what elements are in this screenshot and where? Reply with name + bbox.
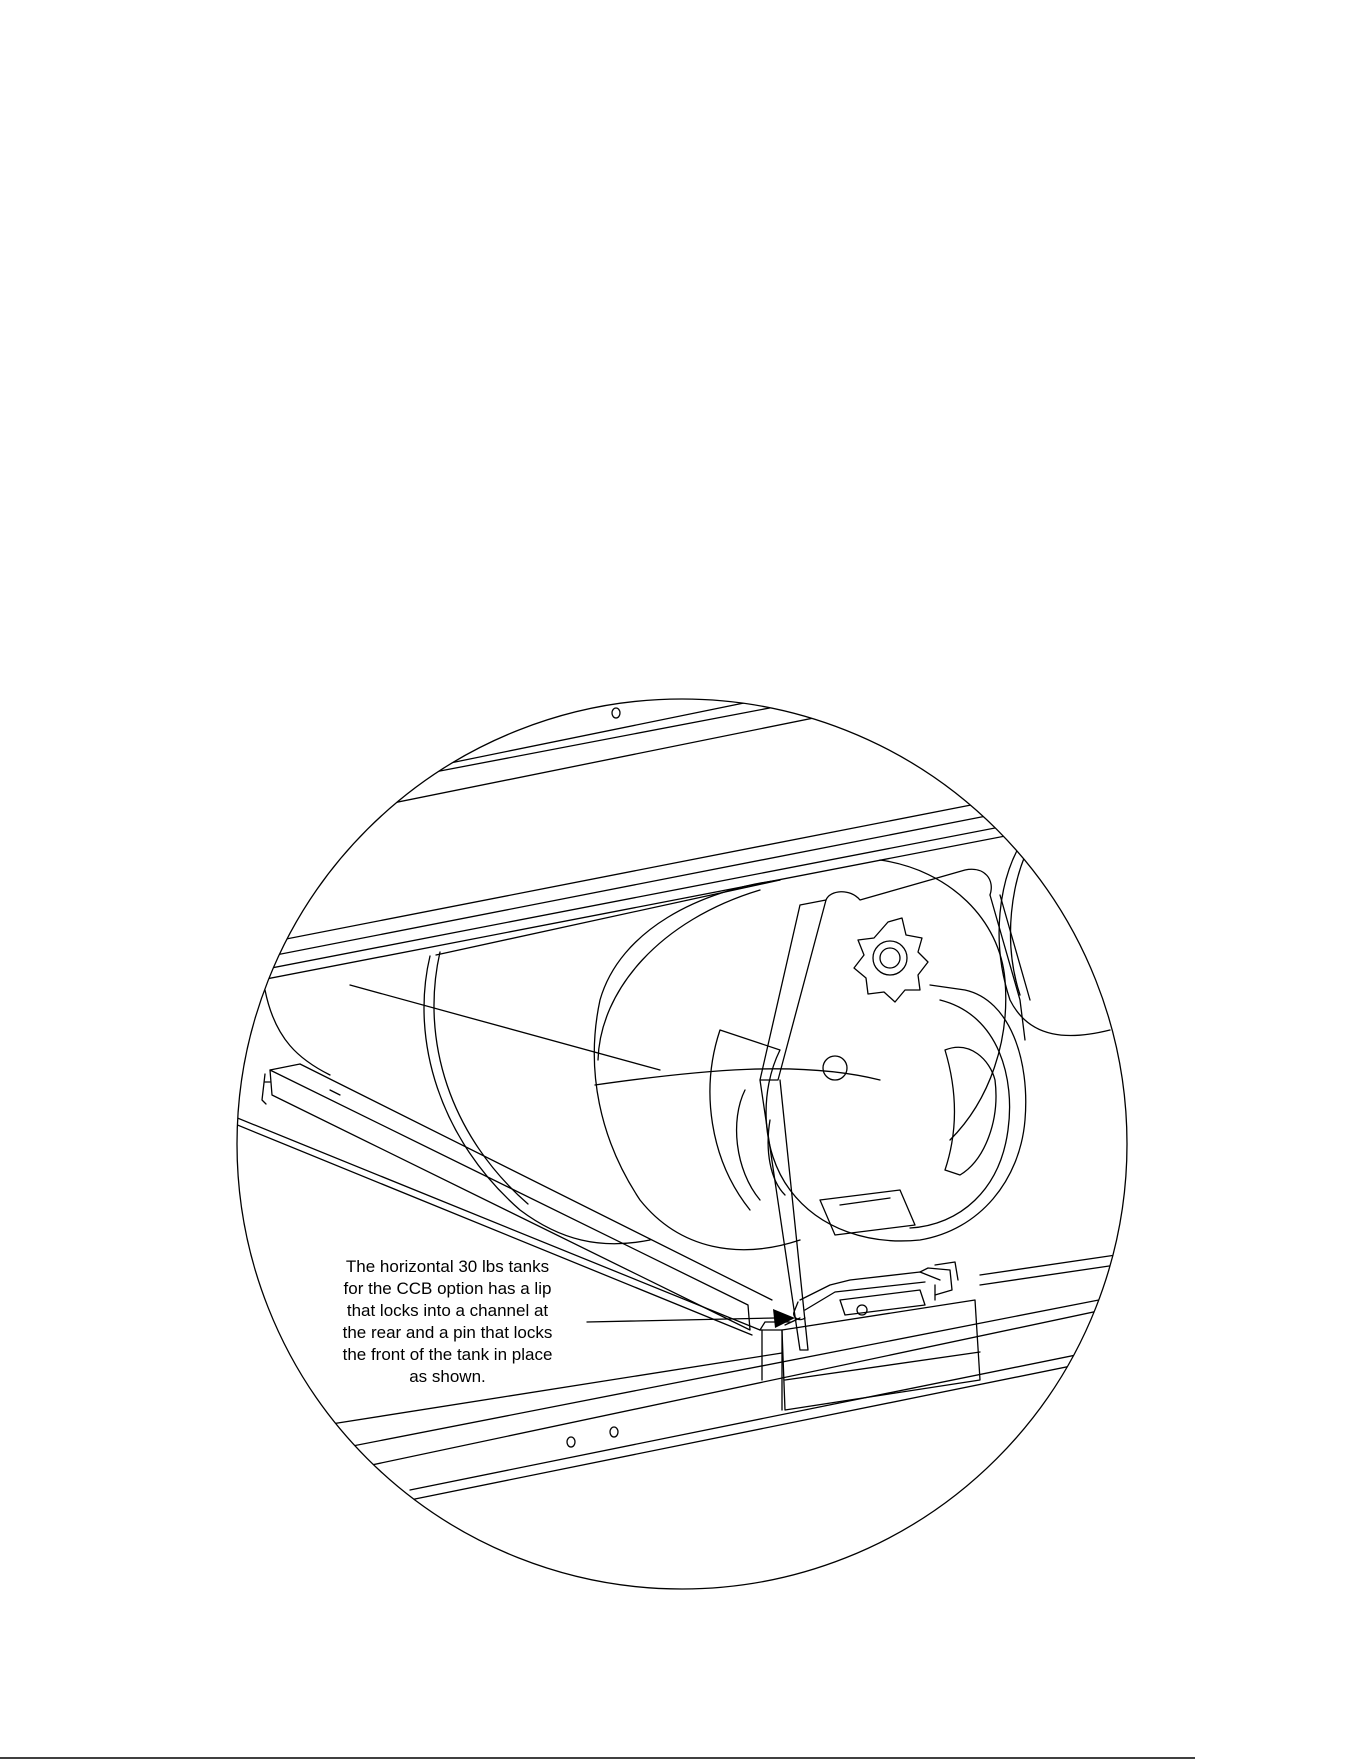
callout-line-1: The horizontal 30 lbs tanks xyxy=(345,1257,550,1276)
rear-tank-left xyxy=(265,990,330,1075)
rear-tank-right xyxy=(999,845,1110,1036)
callout-line-5: the front of the tank in place xyxy=(342,1345,553,1364)
propane-tank xyxy=(350,860,1006,1250)
callout-line-2: for the CCB option has a lip xyxy=(343,1279,552,1298)
callout-text xyxy=(315,1256,580,1388)
leader-line xyxy=(587,1318,775,1322)
callout-line-6: as shown. xyxy=(409,1367,486,1386)
tank-collar xyxy=(710,985,1026,1241)
callout-line-4: the rear and a pin that locks xyxy=(342,1323,553,1342)
callout-line-3: that locks into a channel at xyxy=(346,1301,549,1320)
arrowhead-icon xyxy=(773,1309,795,1328)
star-knob-icon xyxy=(854,918,928,1002)
upper-frame-rail xyxy=(230,620,1150,986)
